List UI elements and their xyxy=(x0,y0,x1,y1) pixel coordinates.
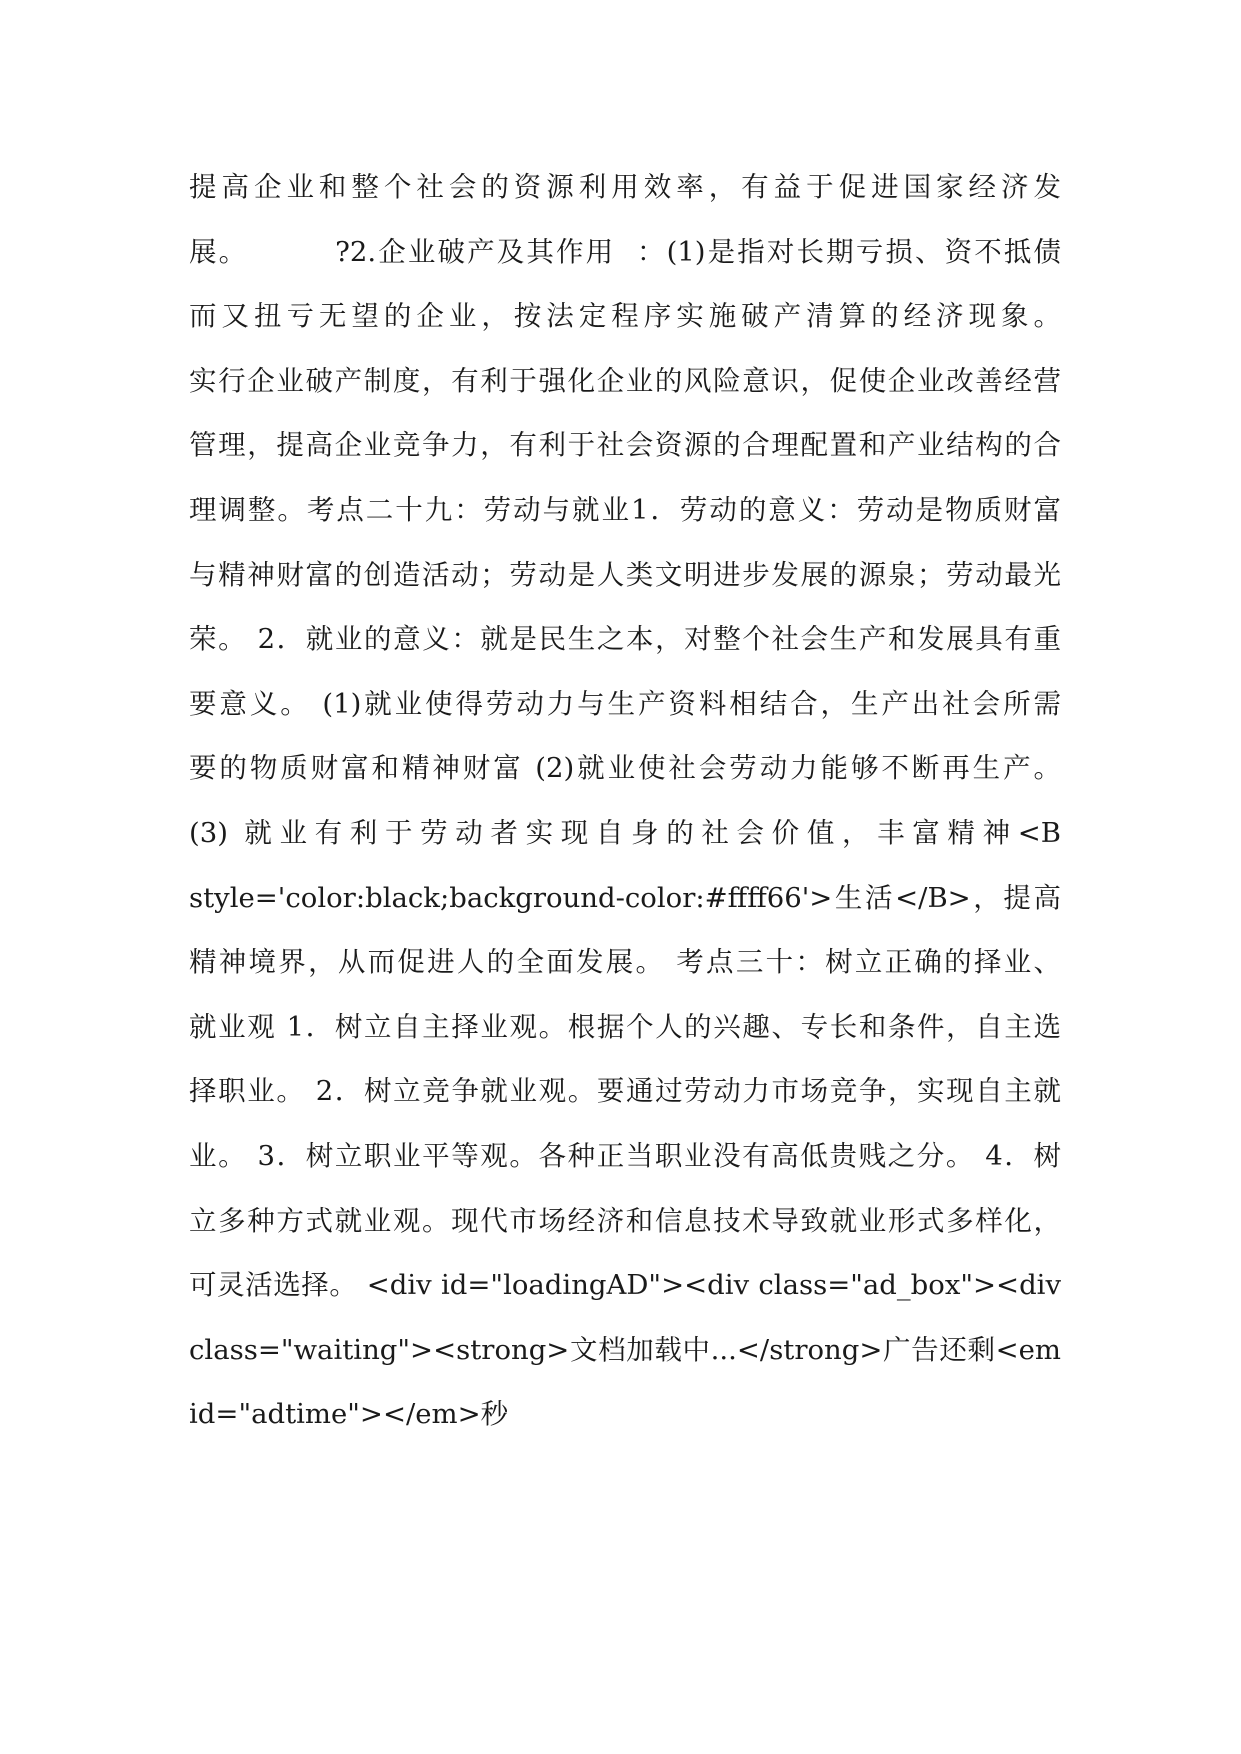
text-line: 可灵活选择。 <div id="loadingAD"><div class="ad_box"><div xyxy=(189,1269,1061,1302)
text-line: 理调整。考点二十九：劳动与就业1．劳动的意义：劳动是物质财富 xyxy=(189,493,1061,526)
body-text xyxy=(189,155,1061,1447)
text-line: 实行企业破产制度，有利于强化企业的风险意识，促使企业改善经营 xyxy=(189,364,1061,397)
text-line: 要意义。 (1)就业使得劳动力与生产资料相结合，生产出社会所需 xyxy=(189,687,1061,720)
text-line: 管理，提高企业竞争力，有利于社会资源的合理配置和产业结构的合 xyxy=(189,429,1061,462)
text-line: 精神境界，从而促进人的全面发展。 考点三十：树立正确的择业、 xyxy=(189,946,1061,979)
text-line: 就业观 1．树立自主择业观。根据个人的兴趣、专长和条件，自主选 xyxy=(189,1010,1061,1043)
text-line: 荣。 2．就业的意义：就是民生之本，对整个社会生产和发展具有重 xyxy=(189,623,1061,656)
text-line: style='color:black;background-color:#ffff66'>生活</B>，提高 xyxy=(189,881,1061,914)
text-line: 而又扭亏无望的企业，按法定程序实施破产清算的经济现象。 xyxy=(189,300,1061,333)
text-line: 展。 ?2.企业破产及其作用 ：(1)是指对长期亏损、资不抵债 xyxy=(189,235,1061,268)
text-line: id="adtime"></em>秒 xyxy=(189,1398,509,1431)
text-line: 择职业。 2．树立竞争就业观。要通过劳动力市场竞争，实现自主就 xyxy=(189,1075,1061,1108)
text-line: (3) 就业有利于劳动者实现自身的社会价值，丰富精神<B xyxy=(189,816,1061,849)
text-line: 提高企业和整个社会的资源利用效率，有益于促进国家经济发 xyxy=(189,171,1061,203)
text-line: 要的物质财富和精神财富 (2)就业使社会劳动力能够不断再生产。 xyxy=(189,752,1061,785)
text-line: 立多种方式就业观。现代市场经济和信息技术导致就业形式多样化， xyxy=(189,1204,1061,1237)
text-line: 业。 3．树立职业平等观。各种正当职业没有高低贵贱之分。 4．树 xyxy=(189,1139,1061,1172)
text-line: 与精神财富的创造活动；劳动是人类文明进步发展的源泉；劳动最光 xyxy=(189,558,1061,591)
text-line: class="waiting"><strong>文档加载中...</strong>广告还剩<em xyxy=(189,1333,1061,1366)
